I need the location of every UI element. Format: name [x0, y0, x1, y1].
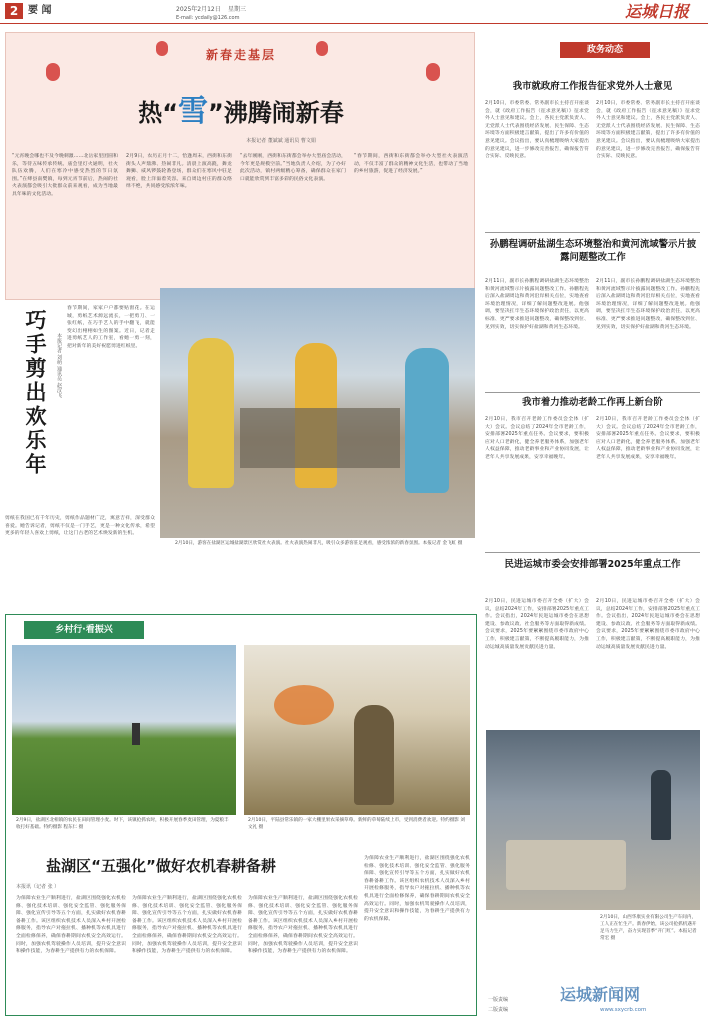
lantern-icon [156, 41, 168, 56]
farmer-figure [132, 723, 140, 745]
feature-col: “去年刚刚，西街和东街都会举办大型庙会活动，今年更是规模空前。”当地负责人介绍，为了办好此次活动，镇村两级精心筹备，确保群众在家门口就能欣赏到丰富多彩的民俗文化表演。 [240, 154, 346, 182]
feature-banner: 新春走基层 [205, 48, 276, 62]
worker-figure [651, 770, 671, 840]
divider [485, 392, 700, 393]
crowd [240, 408, 400, 468]
article-headline: 我市就政府工作报告征求党外人士意见 [512, 81, 673, 92]
farm-box [5, 614, 477, 1016]
editor-email: E-mail: ycdaily@126.com [176, 15, 240, 21]
feature-byline: 本报记者 董斌斌 通讯员 曹文娟 [246, 138, 316, 144]
strawberry-photo-caption: 2月10日，平陆县常乐镇的一家大棚里果农采摘草莓。新鲜的草莓陆续上市，受到消费者欢迎。特约摄影 刘文礼 摄 [248, 818, 465, 830]
feature-box [5, 32, 475, 300]
divider [485, 552, 700, 553]
page-header [0, 0, 708, 24]
article-body: 2月10日，我市召开老龄工作委员会全体（扩大）会议。会议总结了2024年全市老龄工作，安排部署2025年重点任务。会议要求，要积极应对人口老龄化，健全养老服务体系，加强老年人权益保障，推动老龄事业和产业协同发展，让老年人共享发展成果，安享幸福晚年。 [485, 417, 589, 460]
article-body: 2月10日，市委常委、常务副市长主持召开座谈会，就《政府工作报告（征求意见稿）》征求党外人士意见和建议。会上，各民主党派负责人、无党派人士代表围绕经济发展、民生保障、生态环境等方面积极建言献策，提出了许多有价值的意见建议。会议指出，要认真梳理吸纳大家提出的意见建议，进一步修改完善报告，确保报告符合实际、反映民意。 [485, 101, 589, 160]
divider [485, 232, 700, 233]
news-section-title-text: 政务动态 [586, 45, 623, 55]
site-watermark: 运城新闻网 [560, 985, 641, 1004]
festival-photo [160, 288, 475, 538]
feature-col: “春节期间，西街和东街都会举办大型社火表演活动，不仅丰富了群众的精神文化生活，也带动了当地的乡村旅游，促进了经济发展。” [354, 154, 468, 175]
headline-part: 热“ [138, 99, 178, 127]
article-headline: 我市着力推动老龄工作再上新台阶 [522, 397, 663, 408]
site-url: www.sxycrb.com [600, 1007, 647, 1013]
craft-byline: 本报记者 刘萌 通讯员 赵汉飞 [56, 333, 62, 398]
issue-date: 2025年2月12日 [176, 6, 221, 13]
festival-photo-caption: 2月10日，游客在盐湖区运城盐湖景区欣赏社火表演。社火表演热闹非凡，吸引众多游客驻足观看，感受浓浓的新春氛围。本报记者 金飞虹 摄 [175, 541, 463, 546]
farm-banner [24, 621, 144, 639]
headline-part: ”沸腾闹新春 [208, 99, 344, 127]
lantern-icon [316, 41, 328, 56]
farm-headline: 盐湖区“五强化”做好农机春耕备耕 [46, 857, 276, 875]
section-label: 要 闻 [28, 5, 52, 16]
feature-col: 2月9日，农历正月十二，恰逢周末，西街和东街街头人声鼎沸、热闹非凡。清晨上演高跷，舞龙舞狮、威风锣鼓轮番登场，群众们在寒风中驻足观看，脸上洋溢着笑容。来自周边村庄的群众络绎不绝，共同感受浓浓年味。 [126, 154, 232, 190]
feature-col: “元宵晚会哪也不及今晚刺激……北岳家里团圆和乐，等待五味传承传统。庙会里灯火通明，社火队伍欢腾，人们在寒冷中感受热烈的节日氛围。”在绛县南樊镇，每到元宵节前后，热闹的社火表演都会吸引大批群众前来观看，成为当地最具年味的文化活动。 [12, 154, 118, 197]
machine-parts [506, 840, 626, 890]
lantern-icon [426, 63, 440, 81]
news-section-title [560, 42, 650, 58]
article-body: 2月10日，市委常委、常务副市长主持召开座谈会，就《政府工作报告（征求意见稿）》征求党外人士意见和建议。会上，各民主党派负责人、无党派人士代表围绕经济发展、民生保障、生态环境等方面积极建言献策，提出了许多有价值的意见建议。会议指出，要认真梳理吸纳大家提出的意见建议，进一步修改完善报告，确保报告符合实际、反映民意。 [596, 101, 700, 160]
wheat-field-photo [12, 645, 236, 815]
strawberry-photo [244, 645, 470, 815]
craft-article [5, 305, 155, 605]
lantern-icon [46, 63, 60, 81]
issue-weekday: 星期三 [228, 6, 247, 13]
farm-body: 为保障农业生产顺利进行，盐湖区围绕强化农机检修、强化技术培训、强化安全监管、强化服务保障、强化宣传引导等五个方面，扎实做好农机春耕备耕工作。该区组织农机技术人员深入乡村开展检修服务，指导农户对拖拉机、播种机等农机具进行全面检修保养，确保春耕期间农机安全高效运行。同时，加强农机驾驶操作人员培训，提升安全意识和操作技能，为春耕生产提供有力的农机保障。 [364, 856, 470, 922]
craft-headline: 巧手剪出欢乐年 [23, 309, 47, 477]
masthead: 运城日报 [625, 2, 690, 21]
farmer-figure [354, 705, 394, 805]
farm-banner-text: 乡村行·看振兴 [55, 625, 113, 635]
feature-headline [66, 95, 416, 129]
farm-body: 为保障农业生产顺利进行，盐湖区围绕强化农机检修、强化技术培训、强化安全监管、强化服务保障、强化宣传引导等五个方面，扎实做好农机春耕备耕工作。该区组织农机技术人员深入乡村开展检修服务，指导农户对拖拉机、播种机等农机具进行全面检修保养，确保春耕期间农机安全高效运行。同时，加强农机驾驶操作人员培训，提升安全意识和操作技能，为春耕生产提供有力的农机保障。 [16, 896, 126, 955]
article-body: 2月11日，副市长孙鹏程调研盐湖生态环境整治和黄河流域警示片披露问题整改工作。孙鹏程先后深入盐湖周边和黄河沿岸相关点位，实地查看环境治理情况，详细了解问题整改进展。他强调，要坚决扛牢生态环境保护政治责任，以更高标准、更严要求推进问题整改，确保整改到位、见到实效，切实保护好盐湖和黄河生态环境。 [485, 279, 589, 330]
wheat-photo-caption: 2月9日，盐湖区北相镇的农民在田间管理小麦。时下，该镇抢抓农时，积极开展春季麦田管理，为夏粮丰收打好基础。特约摄影 程东仁 摄 [16, 818, 229, 830]
fruit-cluster [274, 685, 334, 725]
craft-body: 剪纸在我国已有千年历史，剪纸作品题材广泛，寓意吉祥，深受群众喜爱。她告诉记者，剪纸不仅是一门手艺，更是一种文化传承，希望更多的年轻人喜欢上剪纸，让这门古老的艺术焕发新的生机。 [5, 516, 155, 537]
craft-body: 春节期间，家家户户都要贴窗花。在运城，剪纸艺术源远流长，一把剪刀、一张红纸，在巧手艺人的手中翻飞，就能变幻出栩栩如生的图案。近日，记者走进剪纸艺人的工作室，看她一剪一刻，把对新年的美好祝愿剪进红纸里。 [67, 306, 155, 349]
farm-byline: 本报讯（记者 张 ） [16, 884, 60, 890]
article-body: 2月11日，副市长孙鹏程调研盐湖生态环境整治和黄河流域警示片披露问题整改工作。孙鹏程先后深入盐湖周边和黄河沿岸相关点位，实地查看环境治理情况，详细了解问题整改进展。他强调，要坚决扛牢生态环境保护政治责任，以更高标准、更严要求推进问题整改，确保整改到位、见到实效，切实保护好盐湖和黄河生态环境。 [596, 279, 700, 330]
farm-body: 为保障农业生产顺利进行，盐湖区围绕强化农机检修、强化技术培训、强化安全监管、强化服务保障、强化宣传引导等五个方面，扎实做好农机春耕备耕工作。该区组织农机技术人员深入乡村开展检修服务，指导农户对拖拉机、播种机等农机具进行全面检修保养，确保春耕期间农机安全高效运行。同时，加强农机驾驶操作人员培训，提升安全意识和操作技能，为春耕生产提供有力的农机保障。 [248, 896, 358, 955]
article-body: 2月10日，民进运城市委召开全委（扩大）会议，总结2024年工作，安排部署2025年重点工作。会议指出，2024年民进运城市委会在思想建设、参政议政、社会服务等方面取得新成绩。会议要求，2025年要紧紧围绕市委市政府中心工作，积极建言献策，不断提高履职能力，为推动运城高质量发展贡献民进力量。 [596, 599, 700, 650]
farm-body: 为保障农业生产顺利进行，盐湖区围绕强化农机检修、强化技术培训、强化安全监管、强化服务保障、强化宣传引导等五个方面，扎实做好农机春耕备耕工作。该区组织农机技术人员深入乡村开展检修服务，指导农户对拖拉机、播种机等农机具进行全面检修保养，确保春耕期间农机安全高效运行。同时，加强农机驾驶操作人员培训，提升安全意识和操作技能，为春耕生产提供有力的农机保障。 [132, 896, 242, 955]
performer-figure [188, 338, 234, 488]
performer-figure [405, 348, 449, 493]
factory-photo-caption: 2月10日，山西华康实业有限公司生产车间内，工人正在忙生产。新春伊始，该公司抢抓机遇开足马力生产，奋力实现首季“开门红”。本报记者 常宏 摄 [600, 915, 697, 941]
headline-key: 雪 [178, 94, 208, 129]
footer-editor: 一版责编 [488, 997, 509, 1003]
page-number: 2 [5, 3, 23, 19]
header-rule [0, 23, 708, 24]
article-headline: 孙鹏程调研盐湖生态环境整治和黄河流域警示片披露问题整改工作 [489, 239, 697, 263]
article-body: 2月10日，民进运城市委召开全委（扩大）会议，总结2024年工作，安排部署2025年重点工作。会议指出，2024年民进运城市委会在思想建设、参政议政、社会服务等方面取得新成绩。会议要求，2025年要紧紧围绕市委市政府中心工作，积极建言献策，不断提高履职能力，为推动运城高质量发展贡献民进力量。 [485, 599, 589, 650]
factory-photo [486, 730, 700, 910]
footer-editor: 二版责编 [488, 1007, 509, 1013]
article-body: 2月10日，我市召开老龄工作委员会全体（扩大）会议。会议总结了2024年全市老龄工作，安排部署2025年重点任务。会议要求，要积极应对人口老龄化，健全养老服务体系，加强老年人权益保障，推动老龄事业和产业协同发展，让老年人共享发展成果，安享幸福晚年。 [596, 417, 700, 460]
article-headline: 民进运城市委会安排部署2025年重点工作 [504, 559, 681, 570]
